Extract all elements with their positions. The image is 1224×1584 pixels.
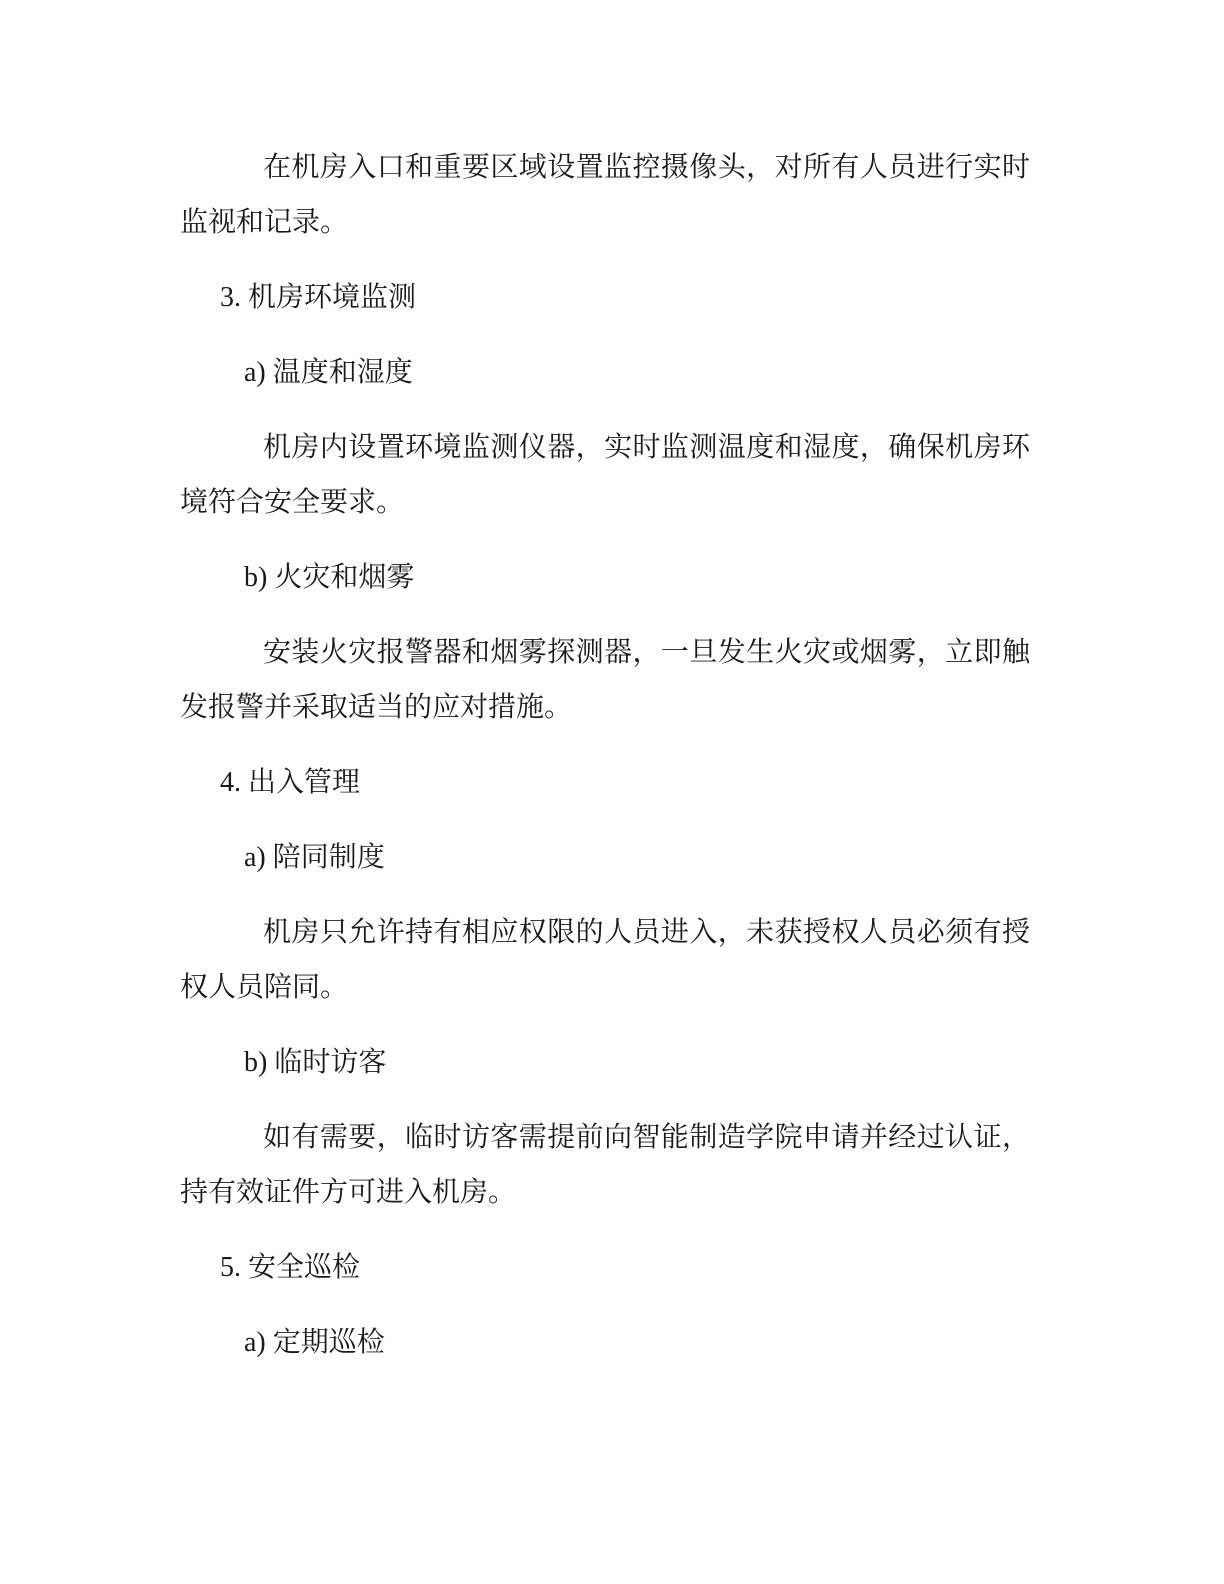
section-heading: 3. 机房环境监测 — [220, 282, 417, 313]
subsection-heading: b) 火灾和烟雾 — [244, 562, 415, 593]
subsection-heading: b) 临时访客 — [244, 1047, 387, 1078]
body-paragraph: 安装火灾报警器和烟雾探测器，一旦发生火灾或烟雾，立即触发报警并采取适当的应对措施。 — [180, 637, 1030, 723]
body-paragraph: 在机房入口和重要区域设置监控摄像头，对所有人员进行实时监视和记录。 — [180, 152, 1030, 238]
subsection-heading: a) 定期巡检 — [244, 1327, 385, 1358]
body-paragraph: 如有需要，临时访客需提前向智能制造学院申请并经过认证，持有效证件方可进入机房。 — [180, 1122, 1030, 1208]
subsection-heading: a) 温度和湿度 — [244, 357, 413, 388]
subsection-heading: a) 陪同制度 — [244, 842, 385, 873]
section-heading: 4. 出入管理 — [220, 767, 361, 798]
body-paragraph: 机房只允许持有相应权限的人员进入，未获授权人员必须有授权人员陪同。 — [180, 917, 1030, 1003]
body-paragraph: 机房内设置环境监测仪器，实时监测温度和湿度，确保机房环境符合安全要求。 — [180, 432, 1030, 518]
section-heading: 5. 安全巡检 — [220, 1252, 361, 1283]
